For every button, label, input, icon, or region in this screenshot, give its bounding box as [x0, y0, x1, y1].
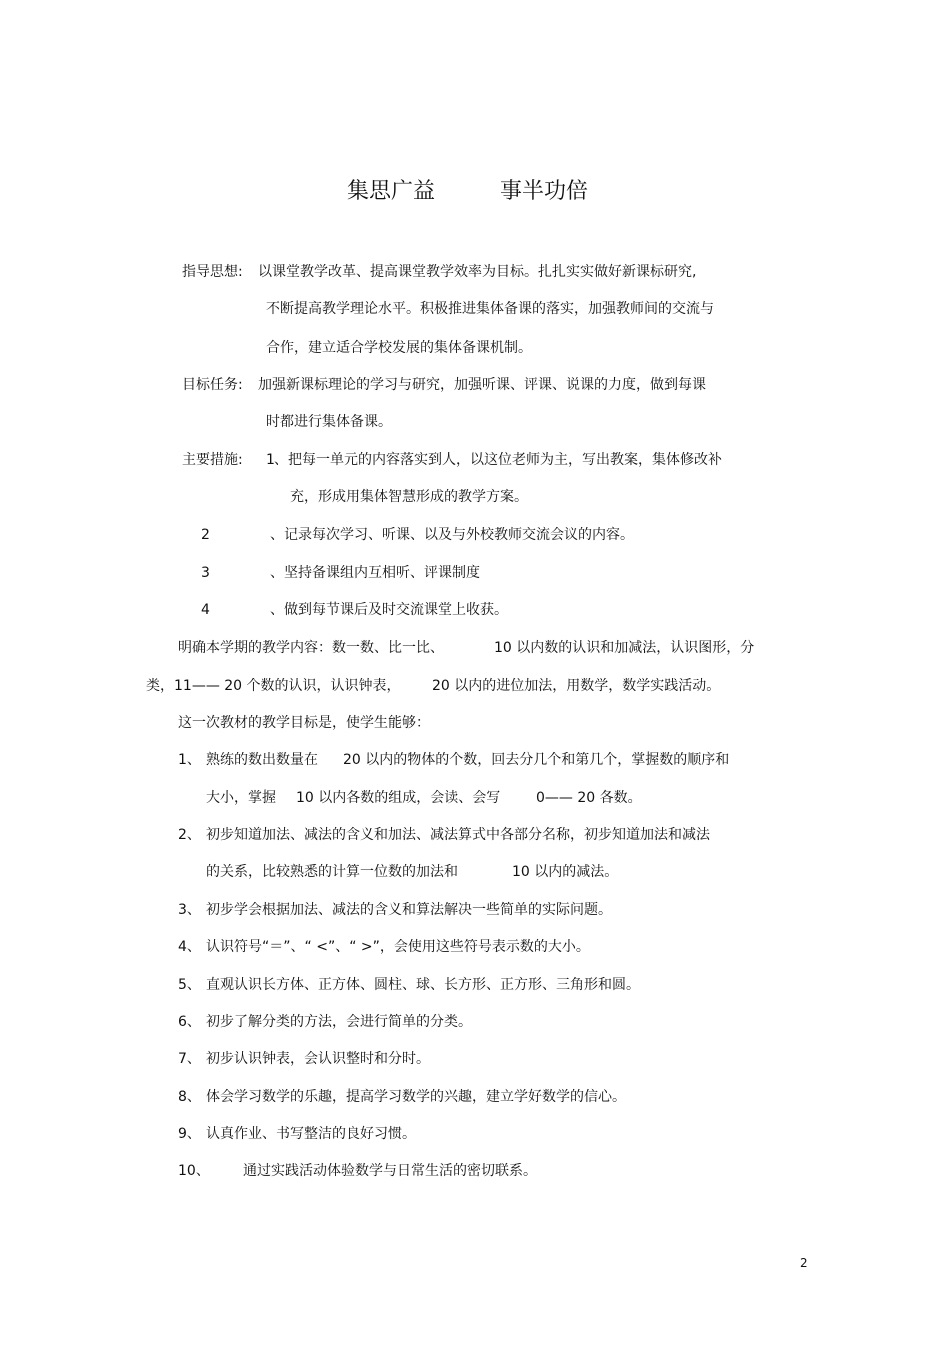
objective-1-line-1b: 20 以内的物体的个数，回去分几个和第几个，掌握数的顺序和 [343, 752, 730, 768]
objective-1-line-2c: 0—— 20 各数。 [536, 790, 642, 806]
guiding-line-2: 不断提高教学理论水平。积极推进集体备课的落实，加强教师间的交流与 [266, 301, 714, 317]
objective-5-text: 直观认识长方体、正方体、圆柱、球、长方形、正方形、三角形和圆。 [206, 977, 640, 993]
measure-3-text: 、坚持备课组内互相听、评课制度 [270, 565, 480, 581]
goal-line-2: 时都进行集体备课。 [266, 414, 392, 430]
content-line-1b: 10 以内数的认识和加减法，认识图形，分 [494, 640, 755, 656]
measure-2-num: 2 [201, 527, 210, 543]
guiding-line-1: 以课堂教学改革、提高课堂教学效率为目标。扎扎实实做好新课标研究, [258, 264, 697, 280]
objective-4-num: 4、 [178, 939, 201, 955]
objective-2-line-1: 初步知道加法、减法的含义和加法、减法算式中各部分名称，初步知道加法和减法 [206, 827, 710, 843]
objective-8-text: 体会学习数学的乐趣，提高学习数学的兴趣，建立学好数学的信心。 [206, 1089, 626, 1105]
measure-4-num: 4 [201, 602, 210, 618]
measure-1-line-1: 、把每一单元的内容落实到人，以这位老师为主，写出教案，集体修改补 [274, 452, 722, 468]
measure-1-num: 1 [266, 452, 275, 468]
objective-9-text: 认真作业、书写整洁的良好习惯。 [206, 1126, 416, 1142]
measure-4-text: 、做到每节课后及时交流课堂上收获。 [270, 602, 508, 618]
content-line-1a: 明确本学期的教学内容：数一数、比一比、 [178, 640, 444, 656]
objective-9-num: 9、 [178, 1126, 201, 1142]
objective-10-text: 通过实践活动体验数学与日常生活的密切联系。 [243, 1163, 537, 1179]
goal-label: 目标任务: [182, 377, 243, 393]
measure-2-text: 、记录每次学习、听课、以及与外校教师交流会议的内容。 [270, 527, 634, 543]
title-left: 集思广益 [347, 179, 436, 204]
objective-1-line-2b: 10 以内各数的组成，会读、会写 [296, 790, 501, 806]
measure-1-line-2: 充，形成用集体智慧形成的教学方案。 [290, 489, 528, 505]
content-line-3: 这一次教材的教学目标是，使学生能够： [178, 715, 430, 731]
objective-2-num: 2、 [178, 827, 201, 843]
objective-3-text: 初步学会根据加法、减法的含义和算法解决一些简单的实际问题。 [206, 902, 612, 918]
objective-3-num: 3、 [178, 902, 201, 918]
objective-1-line-1a: 熟练的数出数量在 [206, 752, 318, 768]
content-line-2a: 类，11—— 20 个数的认识，认识钟表， [146, 678, 401, 694]
objective-7-num: 7、 [178, 1051, 201, 1067]
title-right: 事半功倍 [500, 179, 589, 204]
objective-4-text: 认识符号“＝”、“ <”、“ >”，会使用这些符号表示数的大小。 [206, 939, 590, 955]
objective-5-num: 5、 [178, 977, 201, 993]
guiding-label: 指导思想: [182, 264, 243, 280]
content-line-2b: 20 以内的进位加法，用数学，数学实践活动。 [432, 678, 721, 694]
goal-line-1: 加强新课标理论的学习与研究，加强听课、评课、说课的力度，做到每课 [258, 377, 706, 393]
objective-7-text: 初步认识钟表，会认识整时和分时。 [206, 1051, 430, 1067]
objective-1-line-2a: 大小，掌握 [206, 790, 276, 806]
page-number: 2 [800, 1256, 808, 1270]
objective-6-num: 6、 [178, 1014, 201, 1030]
objective-1-num: 1、 [178, 752, 201, 768]
measure-3-num: 3 [201, 565, 210, 581]
objective-2-line-2b: 10 以内的减法。 [512, 864, 619, 880]
objective-2-line-2a: 的关系，比较熟悉的计算一位数的加法和 [206, 864, 458, 880]
guiding-line-3: 合作，建立适合学校发展的集体备课机制。 [266, 340, 532, 356]
measures-label: 主要措施: [182, 452, 243, 468]
objective-6-text: 初步了解分类的方法，会进行简单的分类。 [206, 1014, 472, 1030]
objective-10-num: 10、 [178, 1163, 210, 1179]
objective-8-num: 8、 [178, 1089, 201, 1105]
